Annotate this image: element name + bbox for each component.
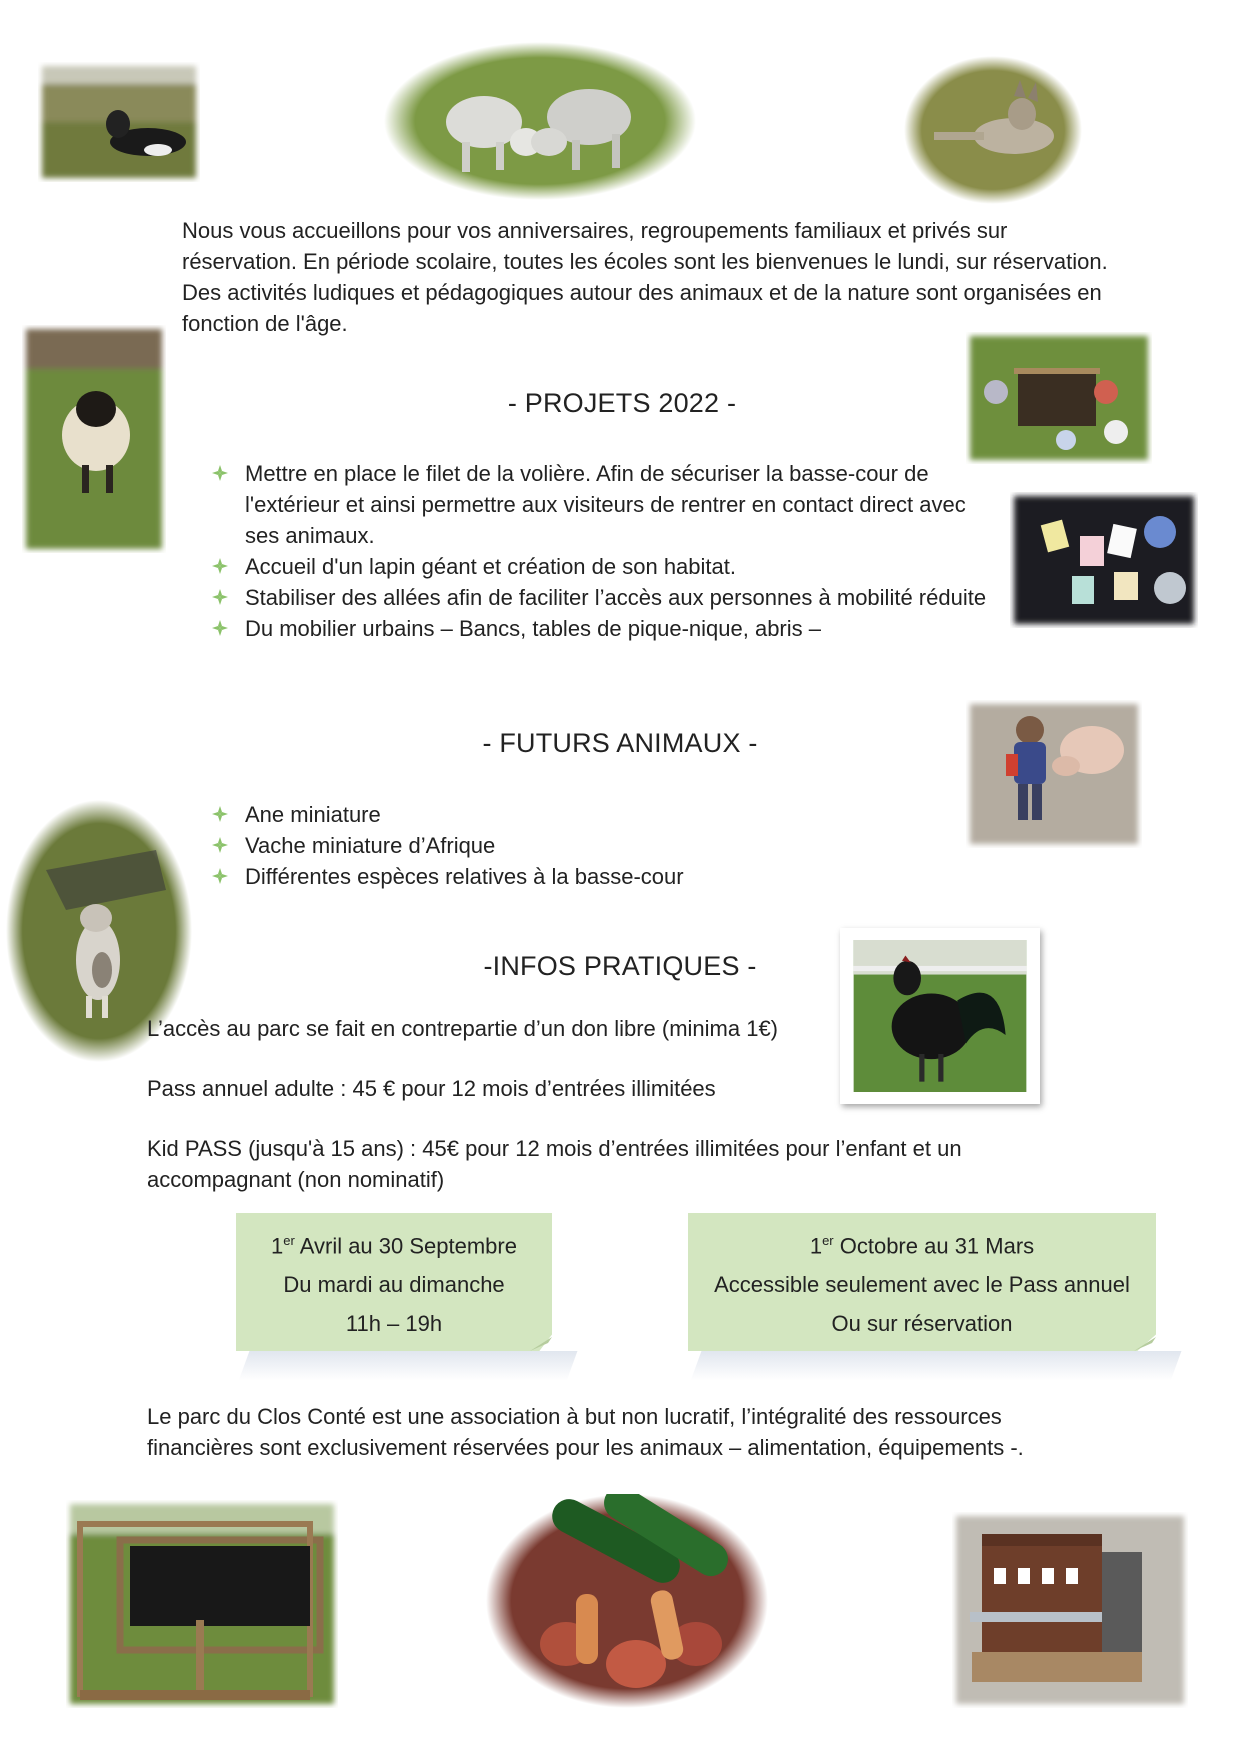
futurs-heading: - FUTURS ANIMAUX - (482, 728, 758, 758)
list-item (207, 551, 987, 582)
winter-dates: 1er Octobre au 31 Mars (809, 1233, 1035, 1259)
diamond-bullet-icon (211, 619, 229, 637)
list-item (207, 799, 907, 830)
season-summer-card (236, 1213, 552, 1351)
photo-vegetables (486, 1494, 768, 1708)
intro-paragraph: Nous vous accueillons pour vos anniversaires, regroupements familiaux et privés sur réservation. En période scolaire, toutes les écoles sont les bienvenues le lundi, sur réservation. Des activités ludiques et pédagogiques autour des animaux et de la nature sont organisées en fonction de l'âge. (182, 218, 1108, 336)
photo-wolfdog (904, 56, 1082, 204)
projets-heading: - PROJETS 2022 - (507, 388, 737, 418)
diamond-bullet-icon (211, 836, 229, 854)
diamond-bullet-icon (211, 867, 229, 885)
photo-kids-garden (966, 332, 1152, 464)
list-item (207, 613, 987, 644)
projet-item-text: Mettre en place le filet de la volière. Afin de sécuriser la basse-cour de l'extérieur et ainsi permettre aux visiteurs de rentrer en contact direct avec ses animaux. (245, 461, 966, 548)
card-text (688, 1213, 1156, 1343)
summer-dates: 1er Avril au 30 Septembre (271, 1233, 517, 1259)
photo-sheep (22, 325, 166, 553)
projet-item-text: Stabiliser des allées afin de faciliter l’accès aux personnes à mobilité réduite (245, 585, 987, 610)
winter-access: Accessible seulement avec le Pass annuel (714, 1272, 1130, 1298)
card-text (236, 1213, 552, 1343)
season-winter-card (688, 1213, 1156, 1351)
summer-hours: 11h – 19h (345, 1311, 443, 1337)
projet-item-text: Accueil d'un lapin géant et création de son habitat. (245, 554, 736, 579)
winter-reservation: Ou sur réservation (831, 1311, 1013, 1337)
photo-goats (384, 42, 696, 200)
futur-item-text: Différentes espèces relatives à la basse-cour (245, 864, 684, 889)
list-item (207, 458, 987, 551)
list-item (207, 582, 987, 613)
diamond-bullet-icon (211, 805, 229, 823)
futur-item-text: Vache miniature d’Afrique (245, 833, 496, 858)
photo-toy-house (952, 1512, 1188, 1708)
photo-kids-drawing (1010, 492, 1198, 628)
projet-item-text: Du mobilier urbains – Bancs, tables de pique-nique, abris – (245, 616, 821, 641)
infos-pass-adulte: Pass annuel adulte : 45 € pour 12 mois d’entrées illimitées (147, 1076, 716, 1101)
photo-dog-field (38, 62, 200, 182)
photo-aviary-frame (66, 1500, 338, 1708)
infos-heading: -INFOS PRATIQUES - (483, 951, 757, 981)
list-item (207, 861, 907, 892)
futur-item-text: Ane miniature (245, 802, 381, 827)
diamond-bullet-icon (211, 464, 229, 482)
list-item (207, 830, 907, 861)
diamond-bullet-icon (211, 557, 229, 575)
summer-days: Du mardi au dimanche (283, 1272, 505, 1298)
photo-child-pig (966, 700, 1142, 848)
card-shadow (691, 1351, 1182, 1381)
futurs-list (207, 799, 907, 892)
infos-acces: L’accès au parc se fait en contrepartie d’un don libre (minima 1€) (147, 1016, 779, 1041)
projets-list (207, 458, 987, 644)
footer-paragraph: Le parc du Clos Conté est une association à but non lucratif, l’intégralité des ressources financières sont exclusivement réservées pour les animaux – alimentation, équipements -. (147, 1404, 1024, 1460)
card-shadow (239, 1351, 578, 1381)
diamond-bullet-icon (211, 588, 229, 606)
photo-rooster (840, 928, 1040, 1104)
infos-kid-pass: Kid PASS (jusqu'à 15 ans) : 45€ pour 12 mois d’entrées illimitées pour l’enfant et un accompagnant (non nominatif) (147, 1136, 962, 1192)
